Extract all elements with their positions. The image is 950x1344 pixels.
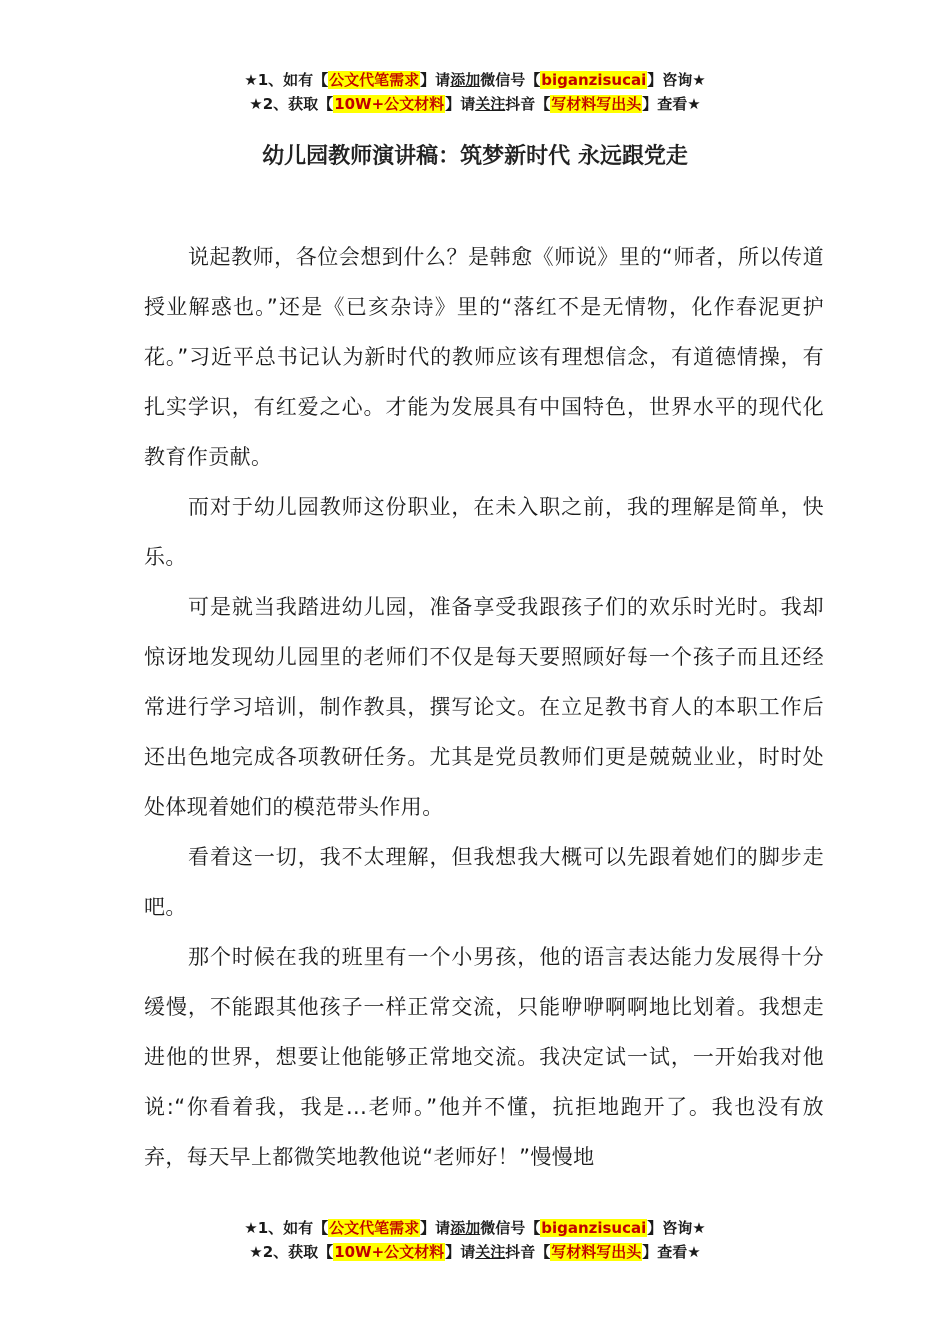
document-body [144,232,824,1182]
highlight-wechat-id: biganzisucai [541,71,647,89]
banner-text: ★1、如有【 [244,1219,329,1237]
banner-text: ★2、获取【 [249,95,334,113]
banner-text: 】查看★ [642,95,701,113]
banner-text: 】咨询★ [647,71,706,89]
underlined-word: 关注 [475,95,506,113]
underlined-word: 添加 [450,71,481,89]
header-banner [0,68,950,116]
highlight-douyin-account: 写材料写出头 [551,1243,642,1261]
banner-text: 抖音【 [505,95,551,113]
paragraph-2: 而对于幼儿园教师这份职业，在未入职之前，我的理解是简单，快乐。 [144,495,824,569]
footer-banner [0,1216,950,1264]
banner-text: ★2、获取【 [249,1243,334,1261]
highlight-service: 公文代笔需求 [329,71,420,89]
footer-banner-line-2 [0,1240,950,1264]
footer-banner-line-1 [0,1216,950,1240]
highlight-wechat-id: biganzisucai [541,1219,647,1237]
underlined-word: 添加 [450,1219,481,1237]
banner-text: 】请 [445,95,476,113]
paragraph-4: 看着这一切，我不太理解，但我想我大概可以先跟着她们的脚步走吧。 [144,845,824,919]
highlight-materials: 10W+公文材料 [334,1243,445,1261]
document-title: 幼儿园教师演讲稿：筑梦新时代 永远跟党走 [262,144,688,169]
banner-text: 微信号【 [480,71,541,89]
banner-text: 】查看★ [642,1243,701,1261]
banner-text: 】请 [420,71,451,89]
header-banner-line-1 [0,68,950,92]
banner-text: 】请 [445,1243,476,1261]
underlined-word: 关注 [475,1243,506,1261]
header-banner-line-2 [0,92,950,116]
banner-text: 】请 [420,1219,451,1237]
banner-text: 微信号【 [480,1219,541,1237]
paragraph-1: 说起教师，各位会想到什么？是韩愈《师说》里的“师者，所以传道授业解惑也。”还是《已亥杂诗》里的“落红不是无情物，化作春泥更护花。”习近平总书记认为新时代的教师应该有理想信念，有道德情操，有扎实学识，有红爱之心。才能为发展具有中国特色，世界水平的现代化教育作贡献。 [144,245,824,469]
paragraph-3: 可是就当我踏进幼儿园，准备享受我跟孩子们的欢乐时光时。我却惊讶地发现幼儿园里的老师们不仅是每天要照顾好每一个孩子而且还经常进行学习培训，制作教具，撰写论文。在立足教书育人的本职工作后还出色地完成各项教研任务。尤其是党员教师们更是兢兢业业，时时处处体现着她们的模范带头作用。 [144,595,824,819]
banner-text: 抖音【 [505,1243,551,1261]
highlight-douyin-account: 写材料写出头 [551,95,642,113]
paragraph-5: 那个时候在我的班里有一个小男孩，他的语言表达能力发展得十分缓慢，不能跟其他孩子一样正常交流，只能咿咿啊啊地比划着。我想走进他的世界，想要让他能够正常地交流。我决定试一试，一开始我对他说:“你看着我，我是...老师。”他并不懂，抗拒地跑开了。我也没有放弃，每天早上都微笑地教他说“老师好！”慢慢地 [144,945,824,1169]
banner-text: ★1、如有【 [244,71,329,89]
highlight-materials: 10W+公文材料 [334,95,445,113]
highlight-service: 公文代笔需求 [329,1219,420,1237]
banner-text: 】咨询★ [647,1219,706,1237]
